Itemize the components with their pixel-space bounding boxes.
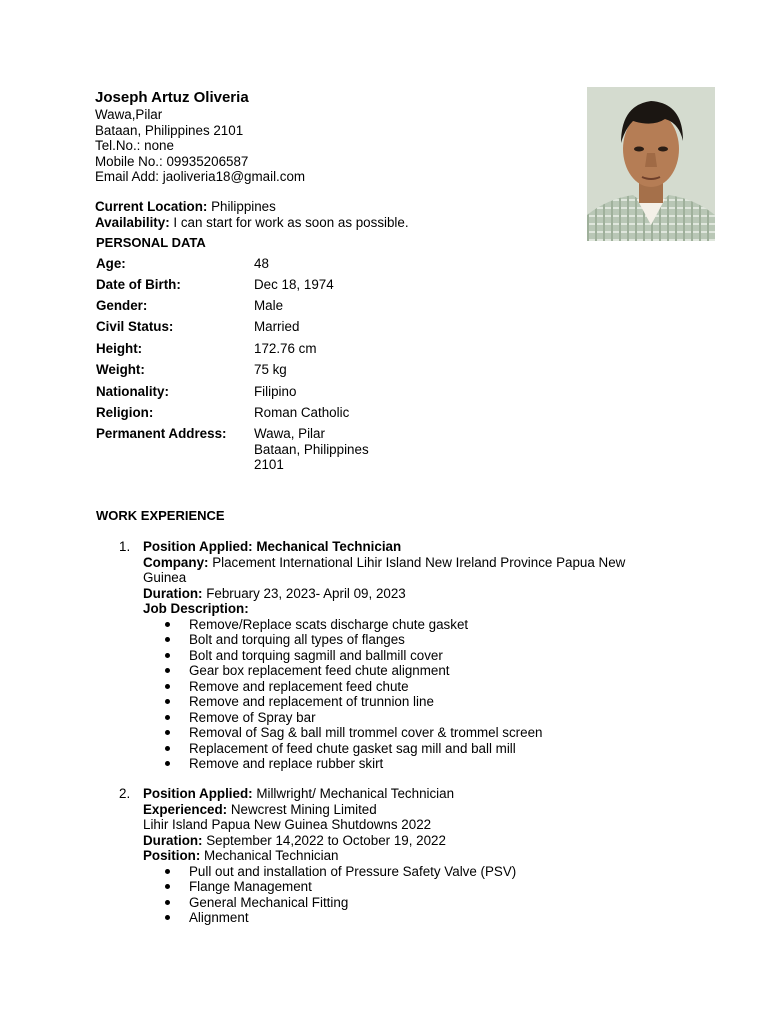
job-description-list [143, 617, 703, 772]
list-item: Alignment [143, 910, 703, 926]
list-item: Gear box replacement feed chute alignment [143, 663, 703, 679]
mobile-number: Mobile No.: 09935206587 [95, 153, 249, 169]
list-item: Remove/Replace scats discharge chute gasket [143, 617, 703, 633]
company-continued: Guinea [143, 570, 187, 585]
list-item: Remove and replacement feed chute [143, 679, 703, 695]
list-item: General Mechanical Fitting [143, 895, 703, 911]
duration: Duration: February 23, 2023- April 09, 2023 [143, 585, 406, 601]
work-location: Lihir Island Papua New Guinea Shutdowns 2022 [143, 817, 432, 832]
list-item: Replacement of feed chute gasket sag mill and ball mill [143, 741, 703, 757]
list-item: Flange Management [143, 879, 703, 895]
availability: Availability: I can start for work as soon as possible. [95, 214, 409, 230]
experience-item-2 [119, 786, 703, 926]
current-location: Current Location: Philippines [95, 199, 276, 214]
list-item: Removal of Sag & ball mill trommel cover & trommel screen [143, 725, 703, 741]
location-block [95, 199, 409, 230]
contact-block [95, 107, 305, 185]
list-item: Remove and replacement of trunnion line [143, 694, 703, 710]
position-applied: Position Applied: Mechanical Technician [143, 539, 402, 554]
list-item: Pull out and installation of Pressure Safety Valve (PSV) [143, 864, 703, 880]
duration: Duration: September 14,2022 to October 19, 2022 [143, 832, 446, 848]
job-description-label: Job Description: [143, 601, 249, 616]
job-description-list [143, 864, 703, 926]
list-item: Bolt and torquing sagmill and ballmill cover [143, 648, 703, 664]
position: Position: Mechanical Technician [143, 848, 339, 863]
list-item: Remove and replace rubber skirt [143, 756, 703, 772]
personal-data-heading: PERSONAL DATA [96, 235, 206, 250]
item-number: 2. [119, 786, 131, 801]
experienced: Experienced: Newcrest Mining Limited [143, 801, 377, 817]
experience-item-1 [119, 539, 703, 772]
address-line-1: Wawa,Pilar [95, 107, 163, 122]
permanent-address-value: Wawa, Pilar Bataan, Philippines 2101 [254, 426, 369, 472]
list-item: Remove of Spray bar [143, 710, 703, 726]
email-address: Email Add: jaoliveria18@gmail.com [95, 169, 306, 184]
telephone: Tel.No.: none [95, 138, 174, 153]
work-experience-heading: WORK EXPERIENCE [96, 508, 225, 523]
applicant-photo [587, 87, 715, 241]
item-number: 1. [119, 539, 131, 554]
list-item: Bolt and torquing all types of flanges [143, 632, 703, 648]
applicant-name: Joseph Artuz Oliveria [95, 89, 249, 106]
company: Company: Placement International Lihir Island New Ireland Province Papua New [143, 554, 626, 570]
address-line-2: Bataan, Philippines 2101 [95, 122, 244, 138]
position-applied: Position Applied: Millwright/ Mechanical Technician [143, 786, 455, 801]
